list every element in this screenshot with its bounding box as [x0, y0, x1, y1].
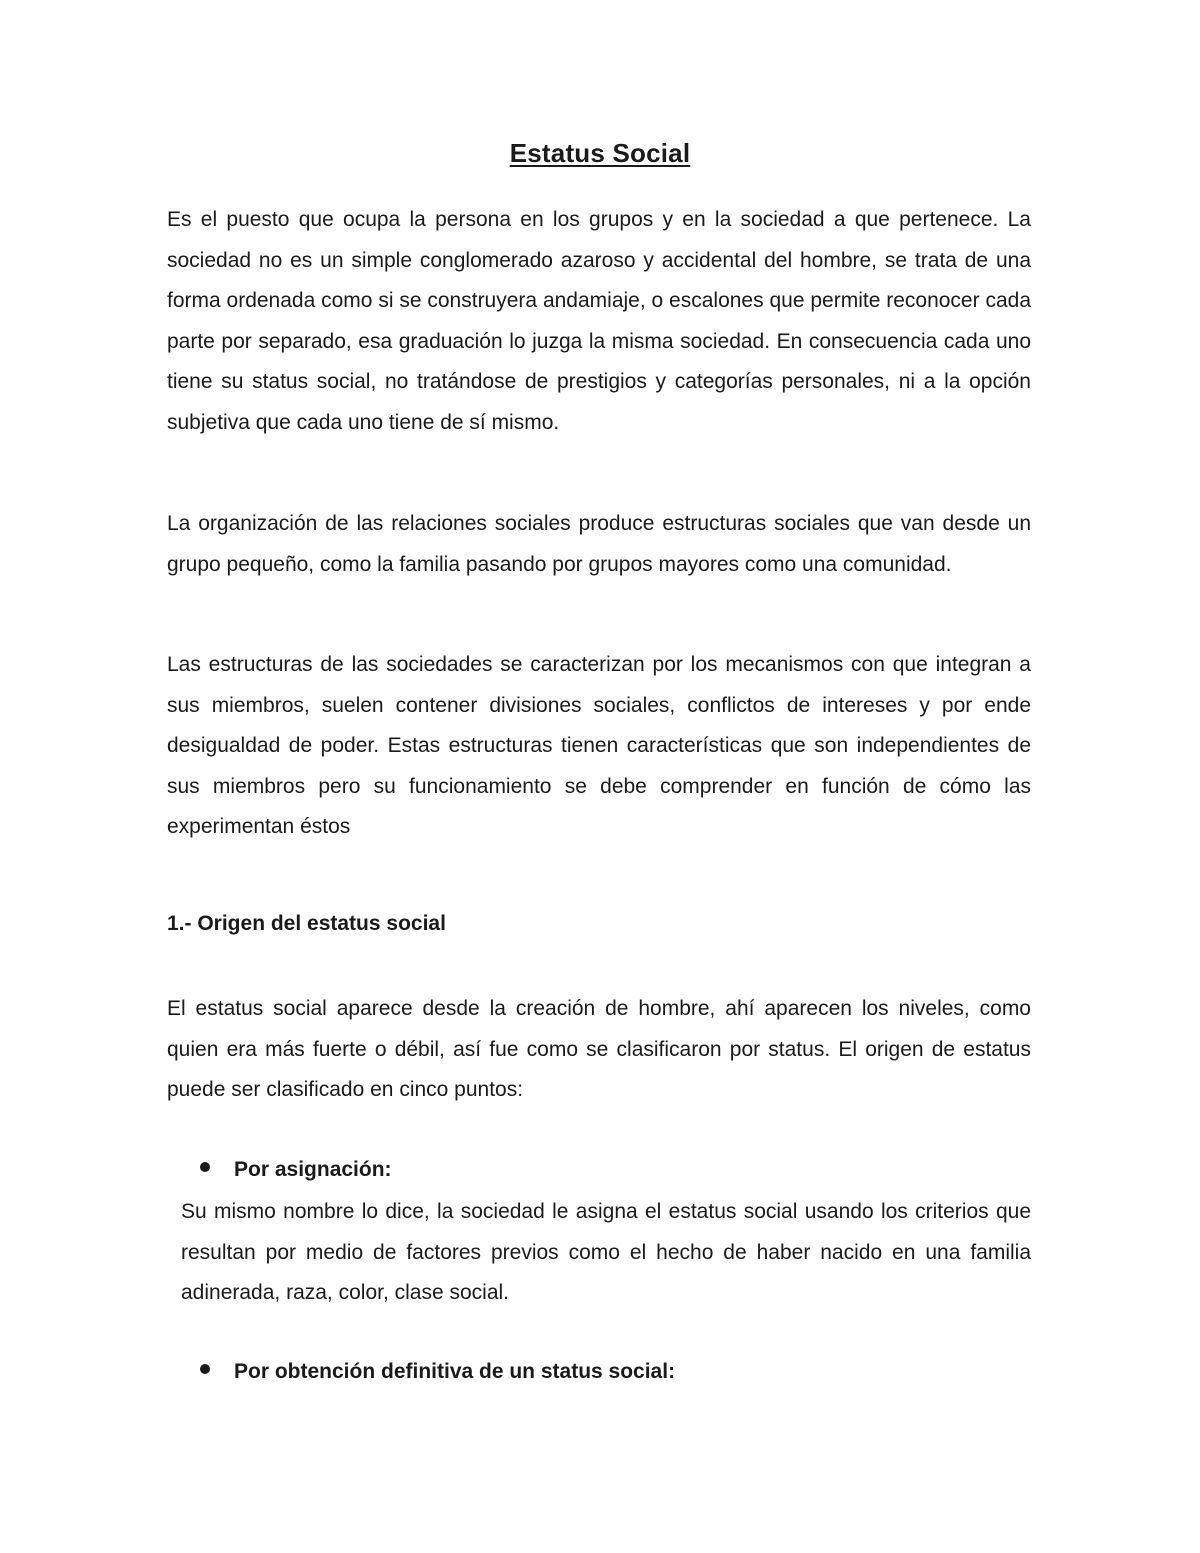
bullet-label: Por asignación: [234, 1158, 392, 1181]
paragraph-origin: El estatus social aparece desde la creación de hombre, ahí aparecen los niveles, como quien era más fuerte o débil, así fue como se clasificaron por status. El origen de estatus puede ser clasificado en cinco puntos: [167, 997, 1031, 1101]
bullet-label: Por obtención definitiva de un status social: [234, 1360, 676, 1383]
bullet-icon [200, 1162, 210, 1172]
paragraph-organization: La organización de las relaciones sociales produce estructuras sociales que van desde un grupo pequeño, como la familia pasando por grupos mayores como una comunidad. [167, 512, 1031, 576]
section-heading-origin: 1.- Origen del estatus social [167, 912, 446, 935]
document-title: Estatus Social [509, 138, 691, 168]
bullet-icon [200, 1364, 210, 1374]
bullet-paragraph: Su mismo nombre lo dice, la sociedad le asigna el estatus social usando los criterios que resultan por medio de factores previos como el hecho de haber nacido en una familia adinerada, raza, color, clase social. [181, 1200, 1031, 1304]
paragraph-structures: Las estructuras de las sociedades se caracterizan por los mecanismos con que integran a sus miembros, suelen contener divisiones sociales, conflictos de intereses y por ende desigualdad de poder. Estas estructuras tienen características que son independientes de sus miembros pero su funcionamiento se debe comprender en función de cómo las experimentan éstos [167, 653, 1031, 838]
bullet-item [200, 1360, 675, 1384]
paragraph-definition: Es el puesto que ocupa la persona en los grupos y en la sociedad a que pertenece. La sociedad no es un simple conglomerado azaroso y accidental del hombre, se trata de una forma ordenada como si se construyera andamiaje, o escalones que permite reconocer cada parte por separado, esa graduación lo juzga la misma sociedad. En consecuencia cada uno tiene su status social, no tratándose de prestigios y categorías personales, ni a la opción subjetiva que cada uno tiene de sí mismo. [167, 208, 1031, 434]
bullet-item [200, 1158, 392, 1182]
